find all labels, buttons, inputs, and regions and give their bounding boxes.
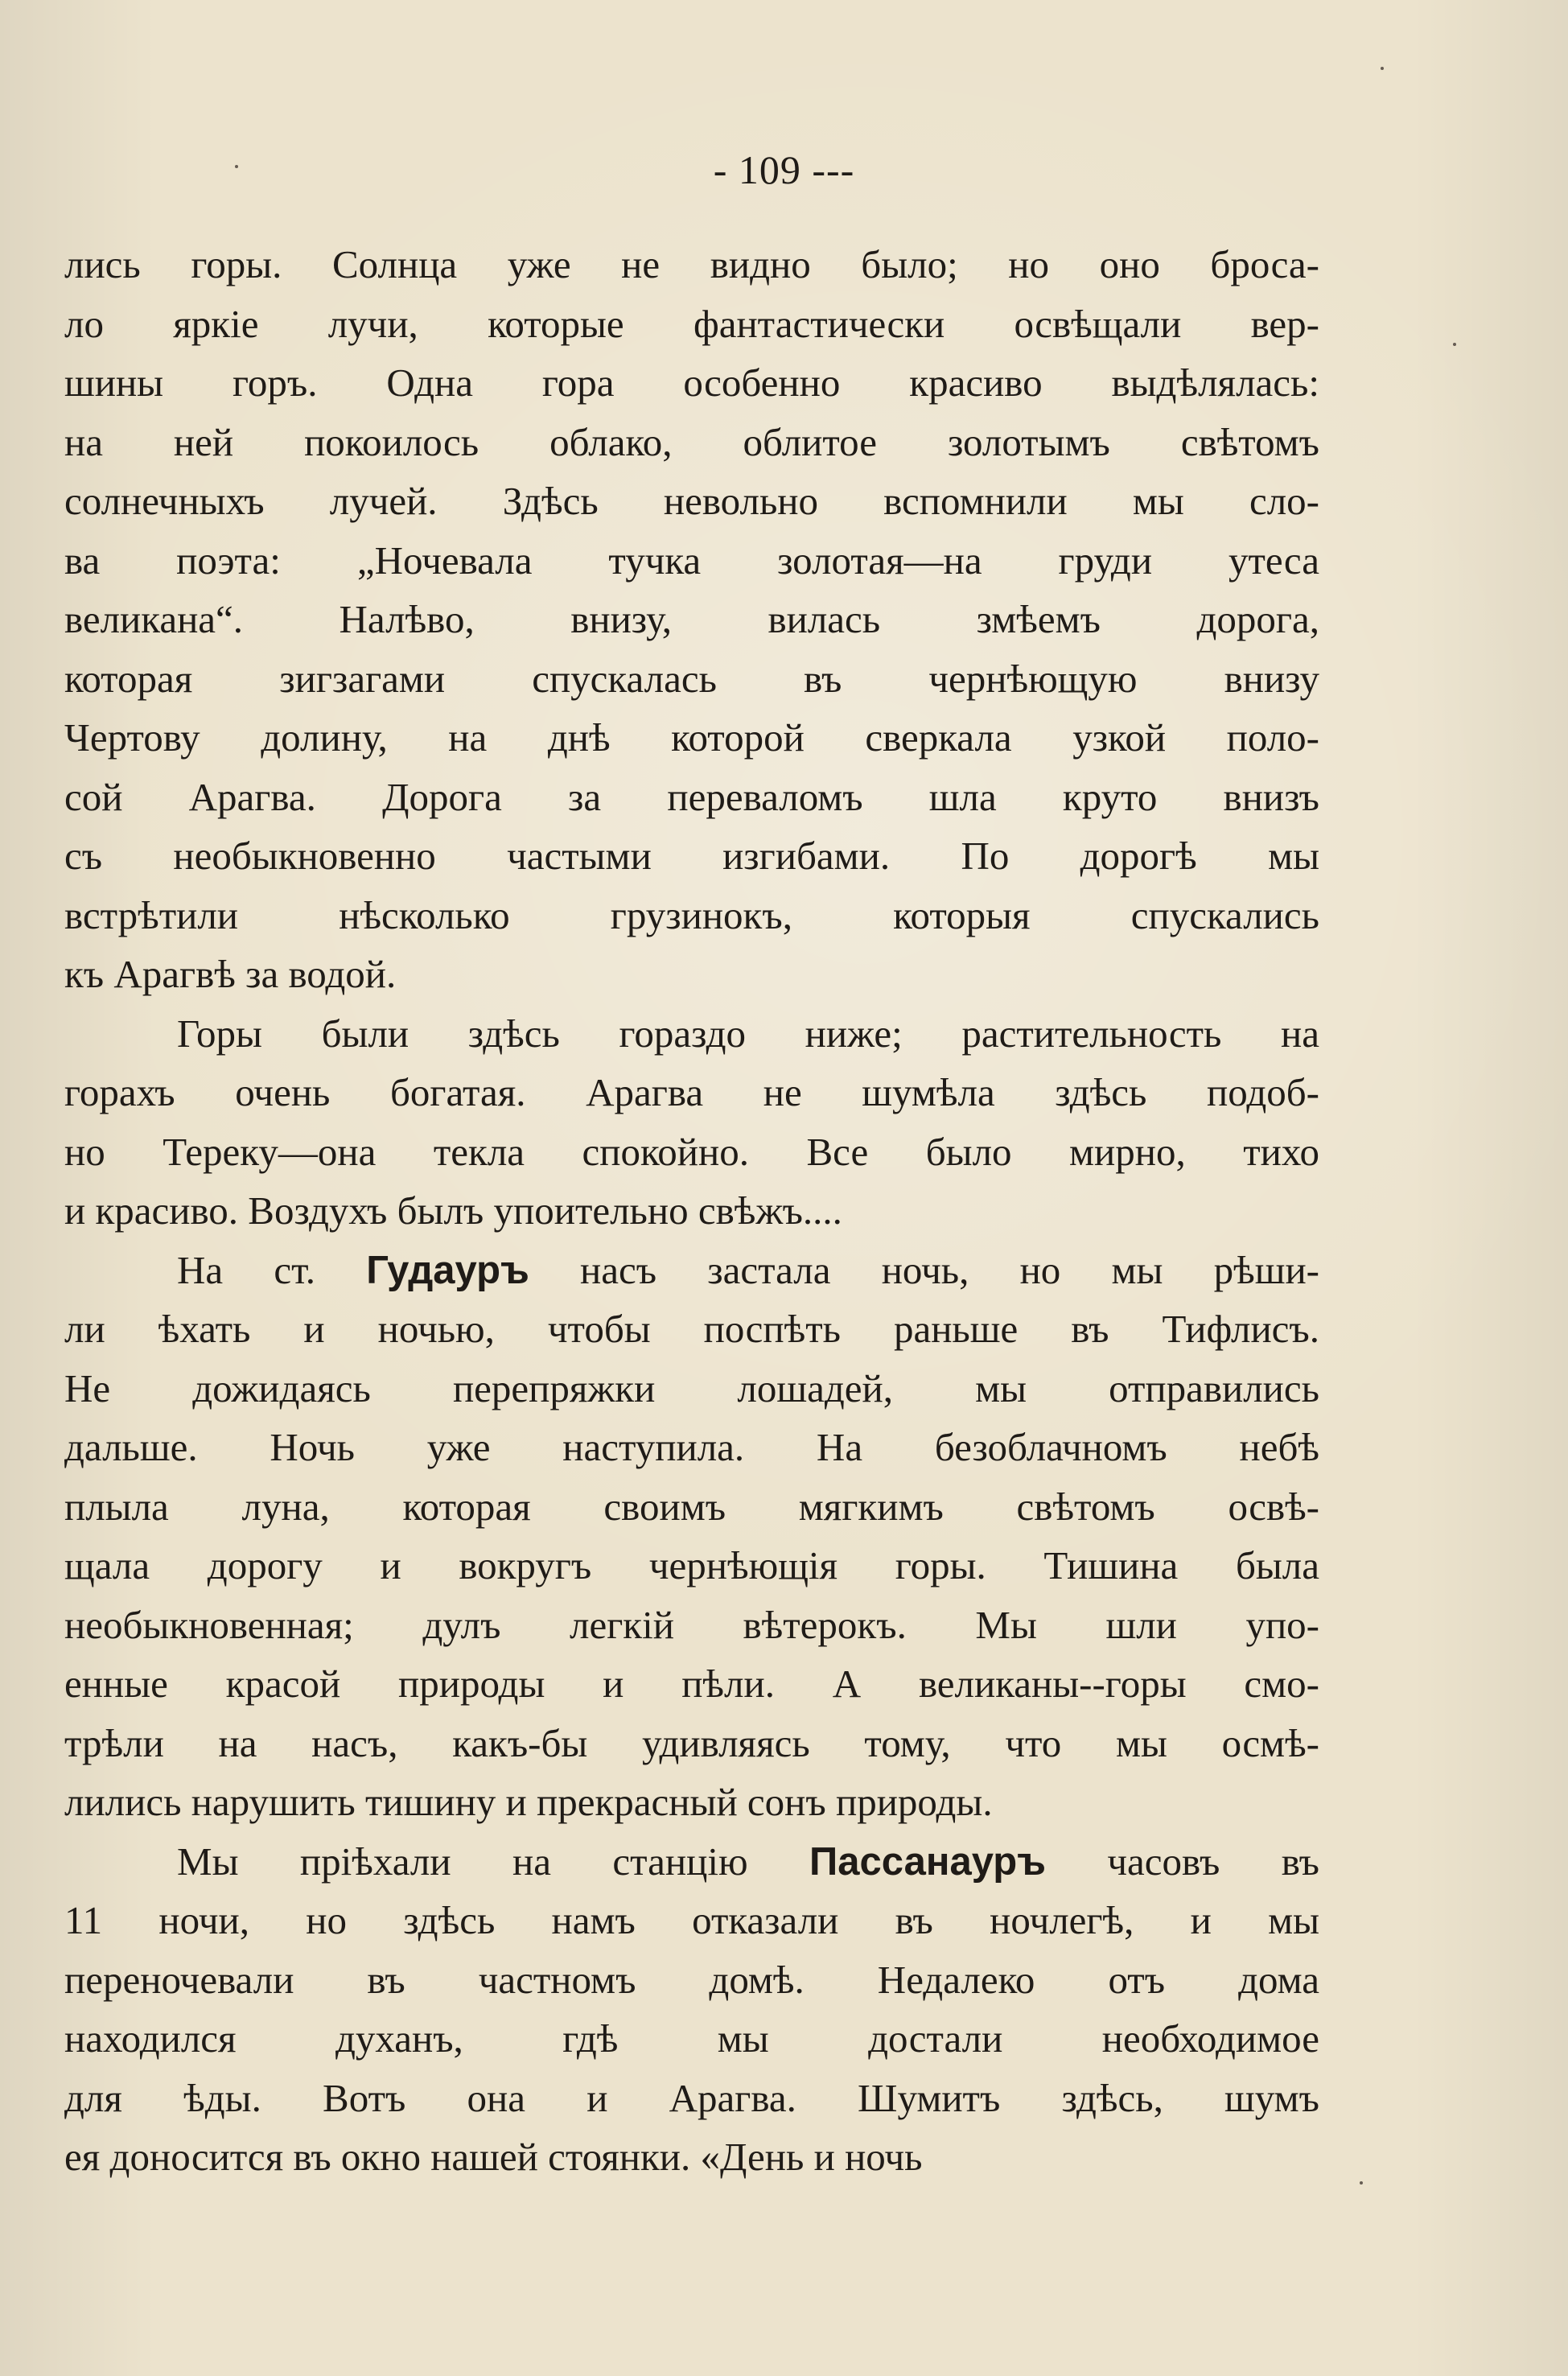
place-name: Гудауръ xyxy=(366,1248,529,1292)
text-line xyxy=(64,1832,1319,1892)
text-line: къ Арагвѣ за водой. xyxy=(64,952,397,996)
text-fragment: насъ застала ночь, но мы рѣши- xyxy=(529,1247,1319,1292)
text-line: ли ѣхать и ночью, чтобы поспѣть раньше въ Тифлисъ. xyxy=(64,1307,1319,1351)
text-line: великана“. Налѣво, внизу, вилась змѣемъ дорога, xyxy=(64,597,1319,641)
text-line: шины горъ. Одна гора особенно красиво выдѣлялась: xyxy=(64,360,1319,405)
text-line: Горы были здѣсь гораздо ниже; растительность на xyxy=(177,1011,1319,1056)
text-line: трѣли на насъ, какъ-бы удивляясь тому, что мы осмѣ- xyxy=(64,1720,1319,1765)
text-line: ея доносится въ окно нашей стоянки. «День и ночь xyxy=(64,2135,923,2179)
text-line: горахъ очень богатая. Арагва не шумѣла здѣсь подоб- xyxy=(64,1070,1319,1114)
place-name: Пассанауръ xyxy=(809,1839,1046,1884)
text-line: сой Арагва. Дорога за переваломъ шла круто внизъ xyxy=(64,774,1319,819)
text-line: солнечныхъ лучей. Здѣсь невольно вспомнили мы сло- xyxy=(64,479,1319,523)
text-line: плыла луна, которая своимъ мягкимъ свѣтомъ освѣ- xyxy=(64,1484,1319,1529)
paper-speck xyxy=(1360,2181,1363,2185)
text-line: встрѣтили нѣсколько грузинокъ, которыя спускались xyxy=(64,892,1319,937)
text-fragment: часовъ въ xyxy=(1045,1839,1319,1884)
page-number: - 109 --- xyxy=(713,147,855,192)
text-line: находился духанъ, гдѣ мы достали необходимое xyxy=(64,2016,1319,2061)
text-line: на ней покоилось облако, облитое золотымъ свѣтомъ xyxy=(64,419,1319,464)
text-line: для ѣды. Вотъ она и Арагва. Шумитъ здѣсь, шумъ xyxy=(64,2075,1319,2120)
text-line: переночевали въ частномъ домѣ. Недалеко отъ дома xyxy=(64,1957,1319,2002)
text-line: 11 ночи, но здѣсь намъ отказали въ ночлегѣ, и мы xyxy=(64,1898,1319,1942)
text-line: енные красой природы и пѣли. А великаны--горы смо- xyxy=(64,1662,1319,1706)
paragraph-1 xyxy=(64,235,1319,1004)
text-line: ло яркіе лучи, которые фантастически освѣщали вер- xyxy=(64,301,1319,346)
paragraph-4 xyxy=(64,1832,1319,2187)
text-fragment: На ст. xyxy=(177,1247,367,1292)
paragraph-2 xyxy=(64,1004,1319,1241)
text-line: съ необыкновенно частыми изгибами. По дорогѣ мы xyxy=(64,834,1319,878)
text-fragment: Мы пріѣхали на станцію xyxy=(177,1839,810,1884)
paragraph-3 xyxy=(64,1241,1319,1832)
text-line: но Тереку—она текла спокойно. Все было мирно, тихо xyxy=(64,1129,1319,1174)
text-line: Не дожидаясь перепряжки лошадей, мы отправились xyxy=(64,1365,1319,1410)
text-line: которая зигзагами спускалась въ чернѣющую внизу xyxy=(64,656,1319,701)
text-line: лились нарушить тишину и прекрасный сонъ природы. xyxy=(64,1780,993,1824)
book-page-text xyxy=(64,235,1319,2187)
text-line xyxy=(64,1241,1319,1300)
paper-speck xyxy=(1453,343,1456,346)
paper-speck xyxy=(1381,67,1384,70)
text-line: щала дорогу и вокругъ чернѣющія горы. Тишина была xyxy=(64,1543,1319,1587)
text-line: дальше. Ночь уже наступила. На безоблачномъ небѣ xyxy=(64,1425,1319,1469)
text-line: необыкновенная; дулъ легкій вѣтерокъ. Мы шли упо- xyxy=(64,1602,1319,1647)
text-line: ва поэта: „Ночевала тучка золотая—на груди утеса xyxy=(64,537,1319,583)
text-line: лись горы. Солнца уже не видно было; но оно броса- xyxy=(64,242,1319,286)
text-line: и красиво. Воздухъ былъ упоительно свѣжъ.... xyxy=(64,1188,842,1233)
text-line: Чертову долину, на днѣ которой сверкала узкой поло- xyxy=(64,715,1319,760)
